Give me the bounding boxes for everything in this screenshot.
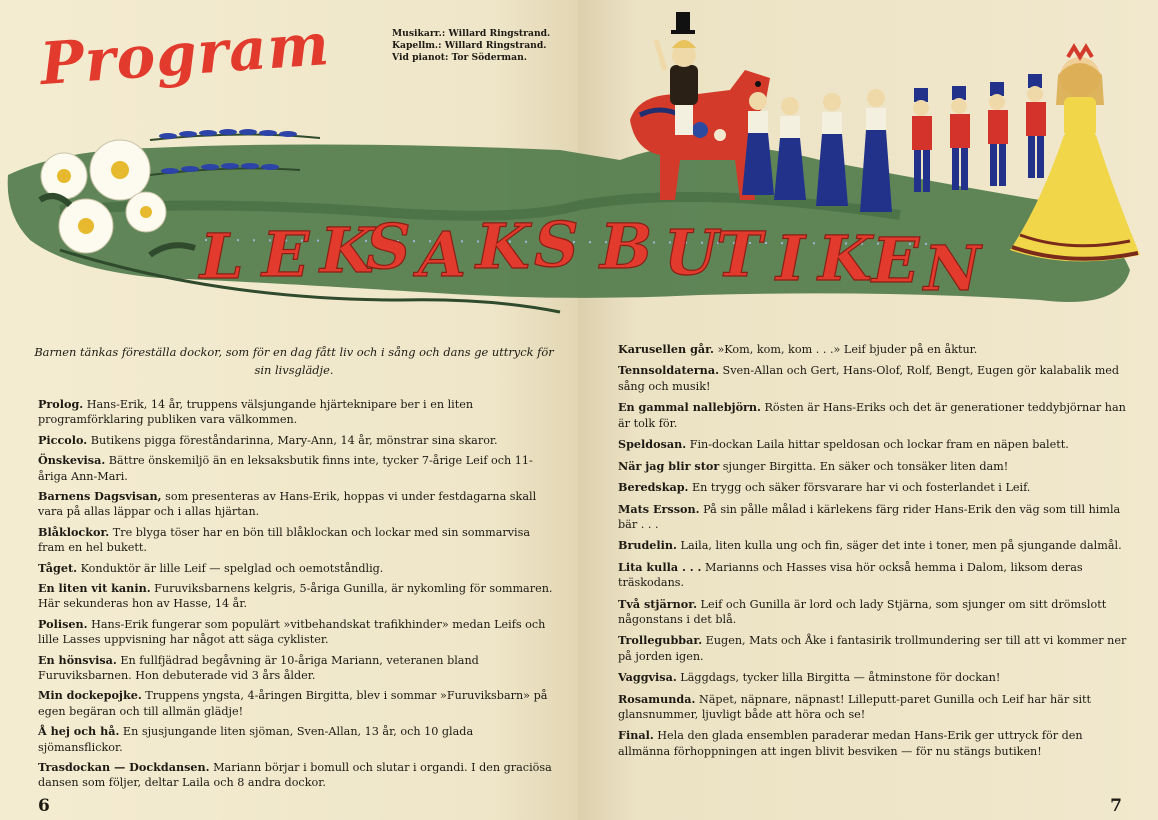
entry-title: Mats Ersson. <box>618 501 700 516</box>
program-entry <box>618 670 1128 685</box>
entry-description: Laila, liten kulla ung och fin, säger det inte i toner, men på sjungande dalmål. <box>676 539 1122 553</box>
entry-title: Piccolo. <box>38 432 88 447</box>
program-entry <box>618 633 1128 664</box>
entry-title: Brudelin. <box>618 538 677 553</box>
program-entry <box>38 525 553 556</box>
program-entry <box>618 538 1128 553</box>
entry-title: Barnens Dagsvisan, <box>38 489 162 504</box>
entry-description: Eugen, Mats och Åke i fantasirik trollmundering ser till att vi kommer ner på jorden igen. <box>618 634 1127 663</box>
entry-title: Blåklockor. <box>38 524 110 539</box>
entry-description: Sven-Allan och Gert, Hans-Olof, Rolf, Bengt, Eugen gör kalabalik med sång och musik! <box>618 364 1120 393</box>
entry-title: Två stjärnor. <box>618 596 697 611</box>
program-entry <box>38 433 553 448</box>
entry-description: Näpet, näpnare, näpnast! Lilleputt-paret Gunilla och Leif har här sitt glansnummer, ljuvligt både att höra och se! <box>618 692 1092 721</box>
banner-letter: B <box>600 210 653 283</box>
program-title: Program <box>37 9 332 99</box>
entry-title: Speldosan. <box>618 437 687 452</box>
banner-letter: K <box>320 214 374 287</box>
credits <box>392 28 550 64</box>
entry-title: Trasdockan — Dockdansen. <box>38 760 210 774</box>
entry-description: Läggdags, tycker lilla Birgitta — åtminstone för dockan! <box>676 671 1001 685</box>
entry-description: På sin pålle målad i kärlekens färg rider Hans-Erik den väg som till himla bär . . . <box>618 502 1121 531</box>
banner-letter: K <box>818 222 872 295</box>
entry-title: Karusellen går. <box>618 342 714 356</box>
entry-description: sjunger Birgitta. En säker och tonsäker liten dam! <box>719 459 1009 473</box>
banner-letter: A <box>418 218 467 291</box>
program-entry <box>38 760 553 791</box>
entry-description: En fullfjädrad begåvning är 10-åriga Mariann, veteranen bland Furuviksbarnen. Hon debuterade vid 3 års ålder. <box>38 653 479 682</box>
entry-title: Beredskap. <box>618 480 689 495</box>
entry-description: Bättre önskemiljö än en leksaksbutik finns inte, tycker 7-årige Leif och 11-åriga Ann-Mari. <box>38 454 533 483</box>
program-entry <box>38 653 553 684</box>
entry-description: Fin-dockan Laila hittar speldosan och lockar fram en näpen balett. <box>686 438 1069 452</box>
entry-description: Tre blyga töser har en bön till blåklockan och lockar med sin sommarvisa fram en hel bukett. <box>38 525 531 555</box>
program-entry <box>38 489 553 520</box>
intro-text: Barnen tänkas föreställa dockor, som för en dag fått liv och i sång och dans ge uttryck för sin livsglädje. <box>34 345 554 377</box>
entry-title: Prolog. <box>38 397 84 411</box>
program-entry <box>618 342 1128 357</box>
entry-title: Min dockepojke. <box>38 688 142 703</box>
entry-title: Tennsoldaterna. <box>618 363 719 378</box>
banner-letter: E <box>872 224 920 297</box>
program-entry <box>618 459 1128 474</box>
entry-title: En gammal nallebjörn. <box>618 400 761 415</box>
program-entry <box>618 502 1128 533</box>
program-entry <box>618 597 1128 628</box>
entry-title: Rosamunda. <box>618 691 696 706</box>
entry-description: Leif och Gunilla är lord och lady Stjärna, som sjunger om sitt drömslott någonstans i det blå. <box>618 597 1107 626</box>
entry-description: Butikens pigga föreståndarinna, Mary-Ann, 14 år, mönstrar sina skaror. <box>87 433 498 447</box>
right-entry-list <box>618 342 1128 765</box>
entry-description: Mariann börjar i bomull och slutar i organdi. I den graciösa dansen som följer, deltar Laila och 8 andra dockor. <box>38 761 552 790</box>
program-entry <box>38 724 553 755</box>
entry-description: Konduktör är lille Leif — spelglad och oemotståndlig. <box>77 561 384 575</box>
entry-title: Polisen. <box>38 616 88 631</box>
banner-letter: S <box>366 210 411 283</box>
entry-title: När jag blir stor <box>618 458 720 473</box>
entry-title: Önskevisa. <box>38 453 106 468</box>
banner-letter: U <box>664 216 719 289</box>
tin-soldiers <box>912 74 1046 192</box>
entry-description: Truppens yngsta, 4-åringen Birgitta, blev i sommar »Furuviksbarn» på egen begäran och till allmän glädje! <box>38 689 548 718</box>
entry-title: En hönsvisa. <box>38 652 117 667</box>
banner-letter: E <box>262 218 310 291</box>
program-entry <box>618 400 1128 431</box>
entry-description: Furuviksbarnens kelgris, 5-åriga Gunilla, är nykomling för sommaren. Här sekunderas hon av Hasse, 14 år. <box>38 582 553 611</box>
page-number-right: 7 <box>1110 796 1122 816</box>
entry-description: Hans-Erik fungerar som populärt »vitbehandskat trafikhinder» medan Leifs och lille Lasses uppvisning har något att säga cyklister. <box>38 617 546 647</box>
entry-description: Rösten är Hans-Eriks och det är generationer teddybjörnar han är tolk för. <box>618 401 1126 430</box>
program-entry <box>38 617 553 648</box>
program-entry <box>38 581 553 612</box>
banner-letter: T <box>716 218 763 291</box>
left-entry-list <box>38 397 553 796</box>
banner-letter: S <box>534 208 579 281</box>
page-number-left: 6 <box>38 796 50 816</box>
program-entry <box>618 363 1128 394</box>
entry-title: Trollegubbar. <box>618 633 703 648</box>
program-entry <box>618 692 1128 723</box>
entry-title: En liten vit kanin. <box>38 581 151 596</box>
entry-description: som presenteras av Hans-Erik, hoppas vi under festdagarna skall vara på allas läppar och i allas hjärtan. <box>38 490 537 519</box>
program-entry <box>618 560 1128 591</box>
banner-letter: I <box>776 222 806 295</box>
entry-title: Tåget. <box>38 560 78 575</box>
entry-title: Final. <box>618 728 654 743</box>
banner-letter: K <box>476 210 530 283</box>
banner-letter: N <box>924 232 981 305</box>
entry-description: »Kom, kom, kom . . .» Leif bjuder på en åktur. <box>713 343 978 356</box>
program-entry <box>38 688 553 719</box>
entry-description: En trygg och säker försvarare har vi och fosterlandet i Leif. <box>688 481 1031 495</box>
entry-description: Hela den glada ensemblen paraderar medan Hans-Erik ger uttryck för den allmänna förhoppningen att ingen blivit besviken — för nu stängs butiken! <box>618 729 1083 758</box>
credit-line: Vid pianot: Tor Söderman. <box>392 52 527 63</box>
banner-letter: L <box>200 220 244 293</box>
credit-line: Kapellm.: Willard Ringstrand. <box>392 40 547 51</box>
entry-description: En sjusjungande liten sjöman, Sven-Allan, 13 år, och 10 glada sjömansflickor. <box>38 725 474 754</box>
credit-line: Musikarr.: Willard Ringstrand. <box>392 28 551 39</box>
entry-description: Marianns och Hasses visa hör också hemma i Dalom, liksom deras träskodans. <box>618 560 1083 590</box>
entry-title: Vaggvisa. <box>618 670 677 685</box>
entry-title: Å hej och hå. <box>38 724 120 739</box>
entry-title: Lita kulla . . . <box>618 559 702 574</box>
entry-description: Hans-Erik, 14 år, truppens välsjungande hjärteknipare ber i en liten programförklaring publiken vara välkommen. <box>38 398 474 427</box>
program-entry <box>618 437 1128 452</box>
program-entry <box>618 480 1128 495</box>
program-entry <box>38 453 553 484</box>
program-entry <box>618 728 1128 759</box>
program-entry <box>38 397 553 428</box>
program-entry <box>38 561 553 576</box>
